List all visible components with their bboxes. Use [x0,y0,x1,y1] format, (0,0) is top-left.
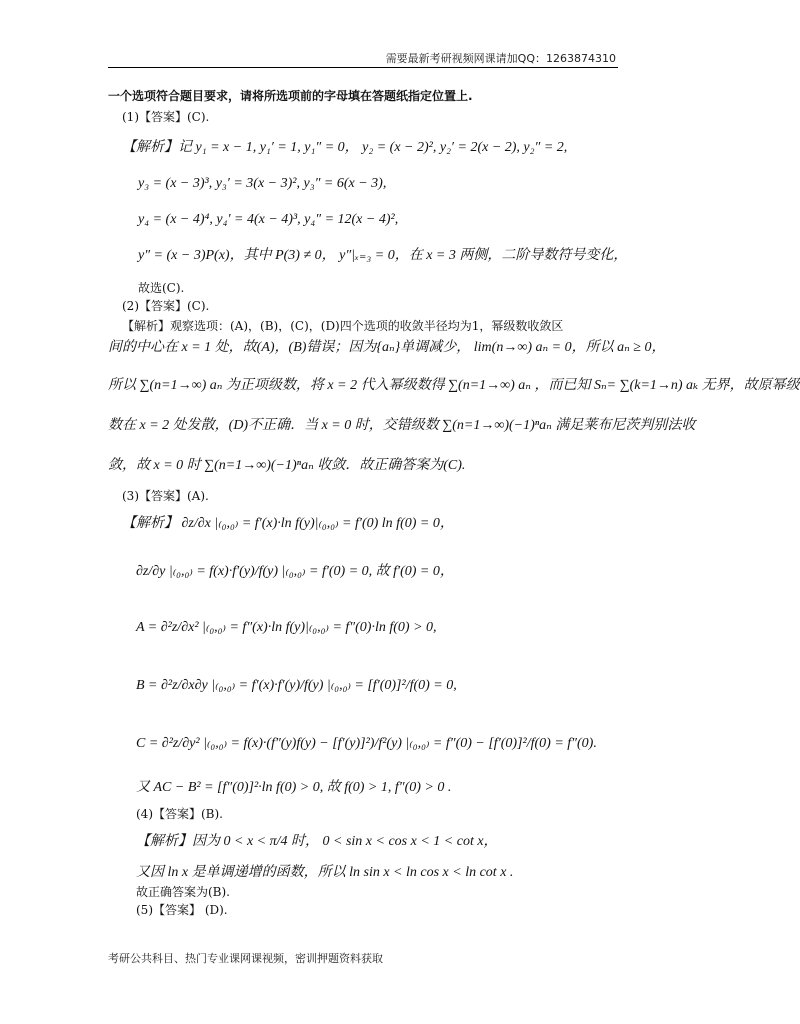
q2-analysis-1: 【解析】观察选项：(A)，(B)，(C)，(D)四个选项的收敛半径均为1，幂级数收敛区 [122,319,564,333]
q4-answer: (4)【答案】(B). [136,807,223,821]
q4-analysis: 【解析】因为 0 < x < π/4 时， 0 < sin x < cos x < 1 < cot x， [136,834,498,849]
header-text: 需要最新考研视频网课请加QQ：1263874310 [385,52,616,65]
q3-answer: (3)【答案】(A). [122,489,209,503]
q1-conclusion: 故选(C). [138,281,185,295]
q1-analysis: 【解析】记 y₁ = x − 1, y₁′ = 1, y₁″ = 0， y₂ = (x − 2)², y₂′ = 2(x − 2), y₂″ = 2, [122,140,568,155]
q3-dz-dy: ∂z/∂y |₍₀,₀₎ = f(x)·f′(y)/f(y) |₍₀,₀₎ = f′(0) = 0, 故 f′(0) = 0， [136,564,454,579]
q1-second-derivative: y″ = (x − 3)P(x)，其中 P(3) ≠ 0， y″|ₓ₌₃ = 0，在 x = 3 两侧，二阶导数符号变化， [138,248,628,263]
intro-instruction: 一个选项符合题目要求，请将所选项前的字母填在答题纸指定位置上. [108,89,473,103]
q3-B: B = ∂²z/∂x∂y |₍₀,₀₎ = f′(x)·f′(y)/f(y) |₍₀,₀₎ = [f′(0)]²/f(0) = 0, [136,678,457,693]
q1-y4: y₄ = (x − 4)⁴, y₄′ = 4(x − 4)³, y₄″ = 12(x − 4)², [138,212,399,227]
q1-y3: y₃ = (x − 3)³, y₃′ = 3(x − 3)², y₃″ = 6(x − 3), [138,176,387,191]
q2-analysis-5: 敛，故 x = 0 时 ∑(n=1→∞)(−1)ⁿaₙ 收敛．故正确答案为(C). [108,458,466,473]
q3-dz-dx: 【解析】 ∂z/∂x |₍₀,₀₎ = f′(x)·ln f(y)|₍₀,₀₎ = f′(0) ln f(0) = 0， [122,516,454,531]
q2-analysis-2: 间的中心在 x = 1 处，故(A)，(B)错误；因为{aₙ}单调减少， lim(n→∞) aₙ = 0，所以 aₙ ≥ 0， [108,340,666,355]
q1-answer: (1)【答案】(C). [122,110,210,124]
q4-ln-monotone: 又因 ln x 是单调递增的函数，所以 ln sin x < ln cos x < ln cot x . [136,865,514,880]
q2-analysis-3: 所以 ∑(n=1→∞) aₙ 为正项级数，将 x = 2 代入幂级数得 ∑(n=1→∞) aₙ ，而已知 Sₙ= ∑(k=1→n) aₖ 无界，故原幂级 [108,378,800,393]
page-footer: 考研公共科目、热门专业课网课视频，密训押题资料获取 [108,952,383,965]
header-divider [108,67,618,68]
q2-answer: (2)【答案】(C). [122,299,210,313]
q4-conclusion: 故正确答案为(B). [136,885,230,899]
q3-conclusion: 又 AC − B² = [f″(0)]²·ln f(0) > 0, 故 f(0) > 1, f″(0) > 0 . [136,780,452,795]
q5-answer: (5)【答案】 (D). [136,903,228,917]
q3-C: C = ∂²z/∂y² |₍₀,₀₎ = f(x)·(f″(y)f(y) − [f′(y)]²)/f²(y) |₍₀,₀₎ = f″(0) − [f′(0)]²/f(0) = f″(0). [136,736,597,751]
q2-analysis-4: 数在 x = 2 处发散，(D)不正确．当 x = 0 时，交错级数 ∑(n=1→∞)(−1)ⁿaₙ 满足莱布尼茨判别法收 [108,418,696,433]
q3-A: A = ∂²z/∂x² |₍₀,₀₎ = f″(x)·ln f(y)|₍₀,₀₎ = f″(0)·ln f(0) > 0, [136,620,437,635]
